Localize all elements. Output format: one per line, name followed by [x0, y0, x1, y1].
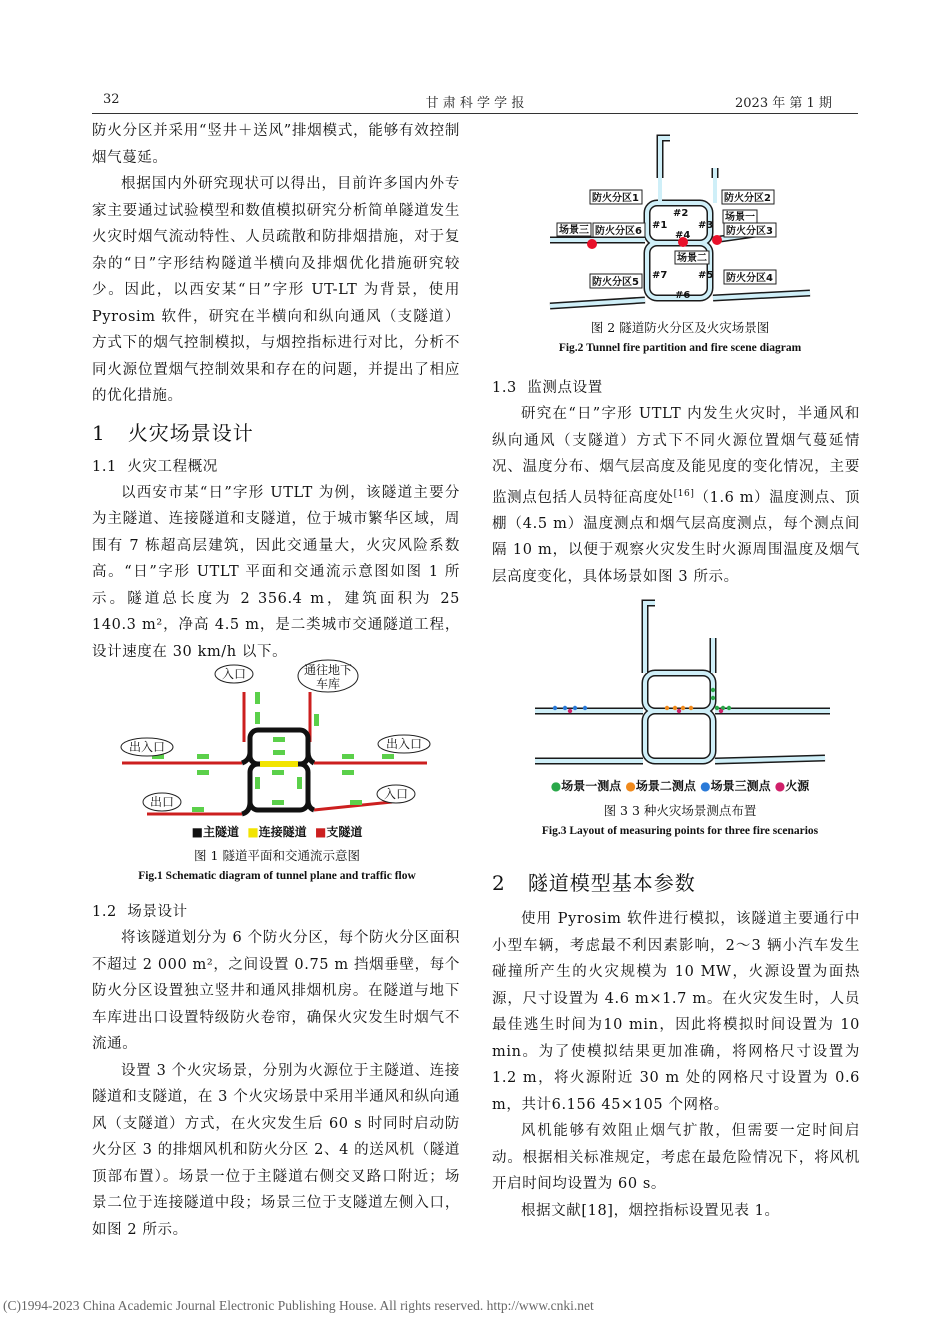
label-garage-2: 车库	[315, 677, 341, 691]
left-column	[92, 118, 460, 665]
legend-swatch: ■	[191, 825, 203, 839]
figure-3-legend	[495, 777, 865, 794]
measuring-point	[673, 706, 677, 710]
tunnel-plan-diagram	[92, 652, 462, 827]
label-garage: 通往地下	[303, 663, 353, 677]
zone-2: 防火分区2	[724, 193, 771, 204]
header-rule	[92, 113, 858, 114]
paragraph: 将该隧道划分为 6 个防火分区，每个防火分区面积不超过 2 000 m²，之间设置 0.75 m 挡烟垂壁，每个防火分区设置独立竖井和通风排烟机房。在隧道与地下车库进出口设置特级防火卷帘，确保火灾发生时烟气不流通。	[92, 930, 460, 1052]
paragraph: 研究在“日”字形 UTLT 内发生火灾时，半通风和纵向通风（支隧道）方式下不同火源位置烟气蔓延情况、温度分布、烟气层高度及能见度的变化情况，主要监测点包括人员特征高度处[16]（1.6 m）温度测点、顶棚（4.5 m）温度测点和烟气层高度测点，每个测点间隔 10 m，以便于观察火灾发生时火源周围温度及烟气层高度变化，具体场景如图 3 所示。	[492, 406, 861, 585]
paragraph: 风机能够有效阻止烟气扩散，但需要一定时间启动。根据相关标准规定，考虑在最危险情况下，将风机开启时间均设置为 60 s。	[492, 1123, 860, 1192]
zone-6: 防火分区6	[595, 226, 642, 237]
measuring-point	[665, 706, 669, 710]
right-column-lower	[492, 868, 860, 1224]
node-5: #5	[698, 270, 714, 281]
measuring-point	[563, 706, 567, 710]
fire-partition-diagram	[495, 128, 865, 313]
legend-swatch: ●	[625, 779, 636, 793]
node-4: #4	[675, 230, 691, 241]
label-entry-top: 入口	[221, 667, 247, 681]
paragraph: 设置 3 个火灾场景，分别为火源位于主隧道、连接隧道和支隧道，在 3 个火灾场景中采用半通风和纵向通风（支隧道）方式，在火灾发生后 60 s 时同时启动防火分区 3 的排烟风机和防火分区 2、4 的送风机（隧道顶部布置）。场景一位于主隧道右侧交叉路口附近；场景二位于连接隧道中段；场景三位于支隧道左侧入口，如图 2 所示。	[92, 1062, 460, 1238]
node-2: #2	[673, 208, 689, 219]
legend-swatch: ●	[774, 779, 786, 793]
section-1-heading: 1 火灾场景设计	[92, 420, 254, 445]
left-column-lower	[92, 899, 460, 1243]
journal-title: 甘 肃 科 学 学 报	[425, 96, 525, 111]
measuring-point	[727, 706, 731, 710]
measuring-point	[573, 706, 577, 710]
zone-5: 防火分区5	[592, 277, 639, 288]
scene-2: 场景二	[677, 253, 707, 264]
measuring-point	[711, 688, 715, 692]
section-1-3-heading: 1.3 监测点设置	[492, 380, 603, 396]
legend-scene-2: ●场景二测点	[625, 779, 696, 793]
zone-1: 防火分区1	[592, 193, 639, 204]
measuring-point	[553, 706, 557, 710]
legend-main: ■主隧道	[191, 825, 239, 839]
node-3: #3	[698, 220, 714, 231]
figure-2	[495, 128, 865, 363]
paragraph: 防火分区并采用“竖井＋送风”排烟模式，能够有效控制烟气蔓延。	[92, 123, 460, 166]
paragraph: 根据国内外研究现状可以得出，目前许多国内外专家主要通过试验模型和数值模拟研究分析简单隧道发生火灾时烟气流动特性、人员疏散和防排烟措施，对于复杂的“日”字形结构隧道半横向及排烟优化措施研究较少。因此，以西安某“日”字形 UT-LT 为背景，使用 Pyrosim 软件，研究在半横向和纵向通风（支隧道）方式下的烟气控制模拟，与烟控指标进行对比，分析不同火源位置烟气控制效果和存在的问题，并提出了相应的优化措施。	[92, 176, 460, 404]
label-inout-right: 出入口	[385, 737, 423, 751]
measuring-point	[583, 706, 587, 710]
section-1-2-heading: 1.2 场景设计	[92, 904, 188, 920]
measuring-point	[677, 709, 681, 713]
right-column	[492, 375, 860, 590]
figure-1	[92, 652, 462, 902]
label-exit: 出口	[149, 795, 175, 809]
figure-2-caption-en: Fig.2 Tunnel fire partition and fire scene diagram	[558, 342, 802, 354]
legend-swatch: ■	[315, 825, 327, 839]
measuring-point	[711, 696, 715, 700]
node-6: #6	[675, 290, 691, 301]
legend-connect: ■连接隧道	[247, 825, 307, 839]
legend-swatch: ●	[700, 779, 711, 793]
figure-3-caption-en: Fig.3 Layout of measuring points for three fire scenarios	[541, 825, 819, 837]
legend-swatch: ●	[550, 779, 562, 793]
figure-3-caption-cn: 图 3 3 种火灾场景测点布置	[603, 803, 757, 818]
paragraph: 根据文献[18]，烟控指标设置见表 1。	[521, 1202, 780, 1219]
page-number: 32	[103, 92, 120, 107]
legend-branch: ■支隧道	[315, 825, 363, 839]
section-2-heading: 2 隧道模型基本参数	[492, 871, 696, 895]
paragraph: 使用 Pyrosim 软件进行模拟，该隧道主要通行中小型车辆，考虑最不利因素影响，2～3 辆小汽车发生碰撞所产生的火灾规模为 10 MW，火源设置为面热源，尺寸设置为 4.6 m×1.7 m。在火灾发生时，人员最佳逃生时间为10 min，因此将模拟时间设置为 10 min。为了使模拟结果更加准确，将网格尺寸设置为 1.2 m，将火源附近 30 m 处的网格尺寸设置为 0.6 m，共计6.156 45×105 个网格。	[492, 911, 860, 1113]
paragraph: 以西安市某“日”字形 UTLT 为例，该隧道主要分为主隧道、连接隧道和支隧道，位于城市繁华区域，周围有 7 栋超高层建筑，因此交通量大，火灾风险系数高。“日”字形 UTLT 平面和交通流示意图如图 1 所示。隧道总长度为 2 356.4 m，建筑面积为 25 140.3 m²，净高 4.5 m，是二类城市交通隧道工程，设计速度在 30 km/h 以下。	[92, 484, 460, 660]
legend-fire: ●火源	[774, 779, 810, 793]
measuring-point	[715, 706, 719, 710]
legend-scene-1: ●场景一测点	[550, 779, 622, 793]
zone-4: 防火分区4	[726, 273, 773, 284]
legend-swatch: ■	[247, 825, 259, 839]
copyright-footer: (C)1994-2023 China Academic Journal Electronic Publishing House. All rights reserved. http://www.cnki.net	[3, 1298, 594, 1313]
issue-label: 2023 年 第 1 期	[735, 96, 832, 111]
measuring-point	[689, 706, 693, 710]
label-inout-left: 出入口	[128, 740, 166, 754]
scene-1: 场景一	[725, 212, 755, 223]
figure-3	[495, 598, 865, 848]
scene-3: 场景三	[559, 225, 589, 236]
figure-1-legend	[92, 823, 462, 840]
node-7: #7	[652, 270, 668, 281]
measuring-point	[719, 709, 723, 713]
figure-1-caption-en: Fig.1 Schematic diagram of tunnel plane and traffic flow	[138, 870, 416, 882]
legend-scene-3: ●场景三测点	[700, 779, 771, 793]
figure-2-caption-cn: 图 2 隧道防火分区及火灾场景图	[590, 320, 770, 335]
node-1: #1	[652, 220, 668, 231]
measuring-point	[681, 706, 685, 710]
label-entry-right: 入口	[383, 787, 409, 801]
section-1-1-heading: 1.1 火灾工程概况	[92, 458, 218, 475]
figure-1-caption-cn: 图 1 隧道平面和交通流示意图	[194, 848, 360, 863]
zone-3: 防火分区3	[726, 226, 773, 237]
measuring-points-diagram	[495, 598, 865, 773]
measuring-point	[568, 709, 572, 713]
